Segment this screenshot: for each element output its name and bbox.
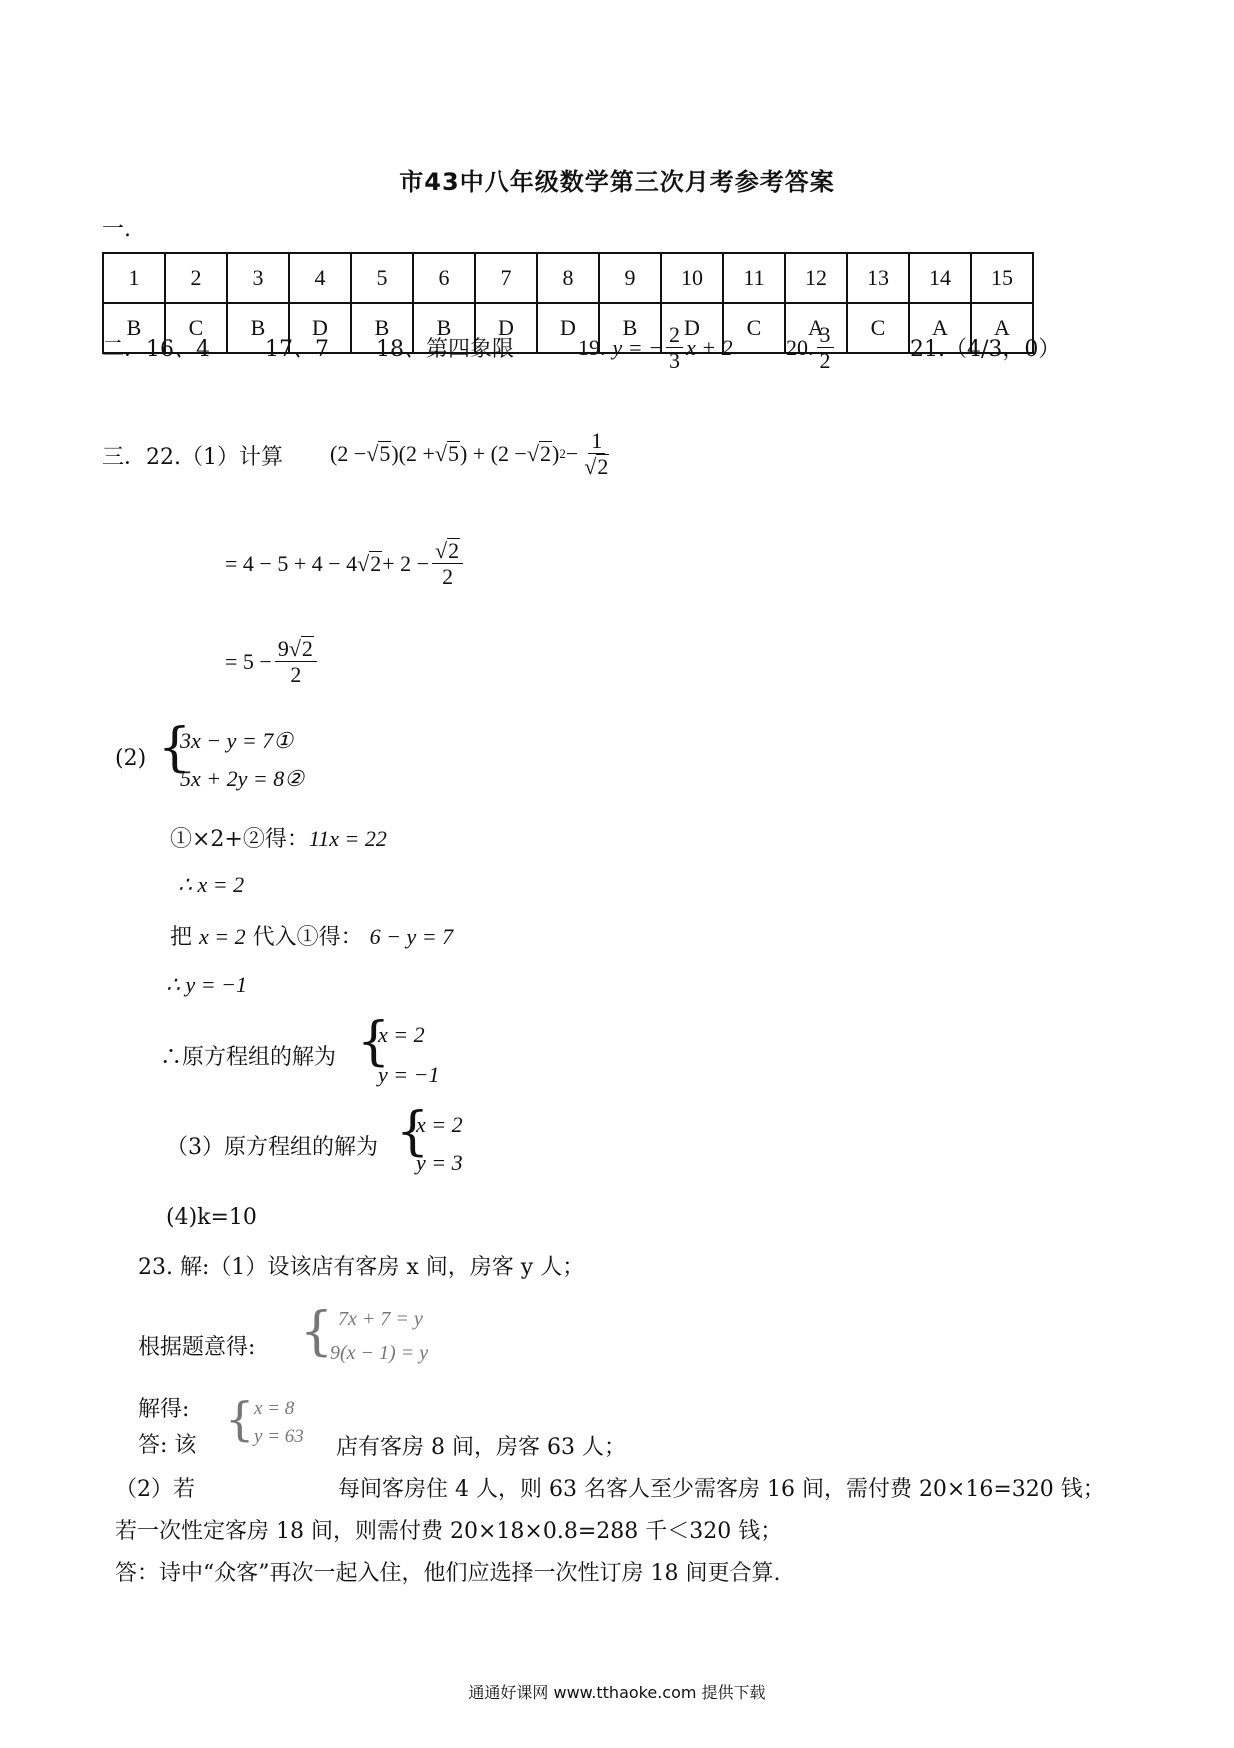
q23-part2-text: 每间客房住 4 人，则 63 名客人至少需客房 16 间，需付费 20×16=320 钱；: [338, 1477, 1105, 1502]
nine-sqrt2-over-2: [275, 636, 317, 688]
answer-cell: C: [723, 303, 785, 353]
q3-sol1: x = 2: [416, 1112, 463, 1137]
q2-eq2: 5x + 2y = 8②: [180, 766, 304, 791]
section-2-q16: 二．16、4: [102, 337, 210, 362]
question-number-cell: 4: [289, 253, 351, 303]
section-2-q20: [786, 322, 837, 374]
q22-expression: [330, 428, 615, 480]
q22-part-d: ): [552, 440, 560, 466]
minus-sign: −: [565, 440, 579, 466]
step1-a: = 4 − 5 + 4 − 4: [225, 550, 358, 576]
answer-cell: C: [165, 303, 227, 353]
question-number-cell: 3: [227, 253, 289, 303]
q4-answer: (4)k=10: [166, 1205, 257, 1230]
frac-num: √ 2: [432, 538, 463, 564]
q23-setup-label: 根据题意得:: [138, 1335, 256, 1360]
question-number-cell: 11: [723, 253, 785, 303]
answer-number-row: [103, 253, 1033, 303]
frac-den: 2: [442, 564, 454, 590]
question-number-cell: 9: [599, 253, 661, 303]
q2-sol1: x = 2: [378, 1022, 425, 1047]
brace-icon: {: [158, 718, 192, 778]
question-number-cell: 13: [847, 253, 909, 303]
q20-frac-num: 3: [817, 322, 834, 348]
section-1-label: 一.: [102, 217, 131, 242]
q19-rhs: x + 2: [685, 334, 733, 360]
q2-step3-b: 代入①得：: [252, 925, 363, 950]
answer-cell: C: [847, 303, 909, 353]
q2-step3: [170, 920, 453, 951]
question-number-cell: 8: [537, 253, 599, 303]
q23-part3-text: 若一次性定客房 18 间，则需付费 20×18×0.8=288 千＜320 钱；: [115, 1519, 783, 1544]
coef: 9: [277, 636, 289, 661]
q23-eq2: 9(x − 1) = y: [330, 1342, 429, 1364]
exponent: 2: [559, 445, 566, 461]
q2-step1-text: ①×2+②得：: [170, 827, 309, 852]
radicand: 2: [540, 440, 551, 466]
q2-step2: ∴ x = 2: [178, 872, 245, 897]
q23-eq1: 7x + 7 = y: [338, 1308, 423, 1330]
page-title: 市43中八年级数学第三次月考参考答案: [399, 168, 835, 196]
q23-solve-label: 解得:: [138, 1397, 190, 1422]
q2-step3-a: 把: [170, 925, 193, 950]
q19-fraction: [666, 322, 683, 374]
sqrt-2-a: √ 2: [526, 440, 551, 466]
answer-cell: B: [103, 303, 165, 353]
step2-a: = 5 −: [225, 648, 272, 674]
question-number-cell: 12: [785, 253, 847, 303]
question-number-cell: 6: [413, 253, 475, 303]
radicand: 2: [301, 636, 313, 661]
q22-step2: [225, 636, 320, 688]
step1-b: + 2 −: [382, 550, 430, 576]
q23-answer-suffix: 店有客房 8 间，房客 63 人；: [336, 1435, 626, 1460]
one-over-sqrt2: [581, 428, 612, 480]
q22-step1: [225, 538, 466, 590]
q22-part-b: )(2 +: [391, 440, 435, 466]
sqrt-5-b: √ 5: [434, 440, 459, 466]
q19-label: 19.: [578, 334, 606, 360]
sqrt-2-c: √ 2: [288, 636, 313, 661]
question-number-cell: 1: [103, 253, 165, 303]
answer-cell: D: [661, 303, 723, 353]
q2-step1-math: 11x = 22: [308, 826, 387, 851]
radicand: 2: [370, 550, 382, 576]
q19-lhs: y = −: [612, 334, 663, 360]
q22-part-a: (2 −: [330, 440, 367, 466]
q19-frac-den: 3: [668, 348, 680, 374]
question-number-cell: 15: [971, 253, 1033, 303]
q3-sol2: y = 3: [416, 1150, 463, 1175]
footer-credit: 通通好课网 www.tthaoke.com 提供下载: [468, 1683, 766, 1702]
answer-cell: A: [971, 303, 1033, 353]
question-number-cell: 2: [165, 253, 227, 303]
sqrt2-over-2: [432, 538, 463, 590]
q2-step3-c: 6 − y = 7: [369, 924, 454, 949]
question-number-cell: 5: [351, 253, 413, 303]
q22-part-c: ) + (2 −: [459, 440, 527, 466]
brace-icon: {: [396, 1102, 430, 1162]
q19-frac-num: 2: [666, 322, 683, 348]
radicand: 2: [448, 538, 460, 563]
radicand: 5: [447, 440, 459, 466]
q2-step3-math: x = 2: [199, 924, 246, 949]
section-2-q21: 21.（4/3，0）: [910, 337, 1061, 362]
brace-icon: {: [300, 1302, 334, 1362]
q2-eq1: 3x − y = 7①: [180, 728, 293, 753]
q2-solution-label: ∴原方程组的解为: [160, 1045, 337, 1070]
q23-conclusion: 答：诗中“众客”再次一起入住，他们应选择一次性订房 18 间更合算.: [115, 1561, 781, 1586]
q3-label: （3）原方程组的解为: [166, 1135, 378, 1160]
answer-cell: A: [785, 303, 847, 353]
q20-label: 20.: [786, 334, 814, 360]
q2-sol2: y = −1: [378, 1062, 440, 1087]
q20-fraction: [817, 322, 834, 374]
question-number-cell: 7: [475, 253, 537, 303]
answer-cell: B: [413, 303, 475, 353]
sqrt-5-a: √ 5: [366, 440, 391, 466]
answer-cell: B: [227, 303, 289, 353]
radicand: 2: [597, 454, 609, 480]
frac-num: [275, 636, 317, 662]
answer-letter-row: [103, 303, 1033, 353]
q23-sol2: y = 63: [254, 1426, 304, 1447]
question-number-cell: 14: [909, 253, 971, 303]
q2-step1: [170, 822, 387, 853]
brace-icon: {: [225, 1392, 255, 1446]
q2-step4: ∴ y = −1: [166, 972, 247, 997]
q23-answer-prefix: 答: 该: [138, 1433, 197, 1458]
q20-frac-den: 2: [819, 348, 831, 374]
q2-label: (2): [115, 746, 147, 771]
sqrt-2-b: √ 2: [357, 550, 382, 576]
q23-line1: 23. 解:（1）设该店有客房 x 间，房客 y 人；: [138, 1255, 585, 1280]
question-number-cell: 10: [661, 253, 723, 303]
frac-den: 2: [290, 662, 302, 688]
answer-cell: D: [475, 303, 537, 353]
radicand: 5: [379, 440, 391, 466]
answer-cell: D: [289, 303, 351, 353]
section-2-q18: 18、第四象限: [376, 337, 514, 362]
section-2-q17: 17、7: [265, 337, 329, 362]
answer-cell: D: [537, 303, 599, 353]
q23-sol1: x = 8: [254, 1398, 295, 1419]
answer-cell: A: [909, 303, 971, 353]
q23-part2-label: （2）若: [115, 1477, 195, 1502]
section-2-q19: [578, 322, 733, 374]
brace-icon: {: [357, 1012, 391, 1072]
answer-table: [102, 252, 1034, 354]
frac-den: √ 2: [584, 454, 609, 480]
q22-label: 三．22.（1）计算: [102, 445, 283, 470]
answer-cell: B: [599, 303, 661, 353]
answer-cell: B: [351, 303, 413, 353]
frac-num: 1: [588, 428, 605, 454]
